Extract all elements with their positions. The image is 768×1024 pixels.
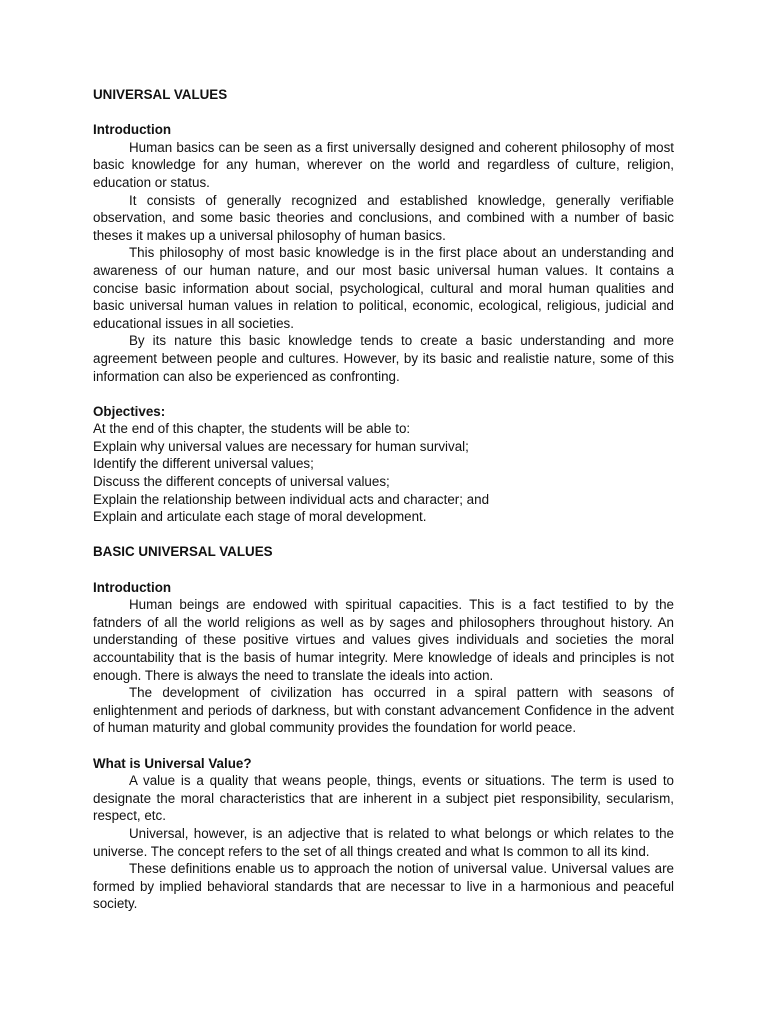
paragraph: Universal, however, is an adjective that is related to what belongs or which relates to the universe. The concept refers to the set of all things created and what Is common to all its kind.: [93, 825, 674, 859]
paragraph: It consists of generally recognized and established knowledge, generally verifiable observation, and some basic theories and conclusions, and combined with a number of basic theses it makes up a universal philosophy of human basics.: [93, 192, 674, 243]
section-heading-introduction: Introduction: [93, 579, 172, 595]
section-heading-objectives: Objectives:: [93, 403, 166, 419]
paragraph: This philosophy of most basic knowledge is in the first place about an understanding and awareness of our human nature, and our most basic universal human values. It contains a concise basic information about social, psychological, cultural and moral human qualities and basic universal human values in relation to political, economic, ecological, religious, judicial and educational issues in all societies.: [93, 245, 674, 331]
objective-line: At the end of this chapter, the students will be able to:: [93, 421, 411, 437]
section-heading-introduction: Introduction: [93, 122, 172, 138]
section-title-basic-universal-values: BASIC UNIVERSAL VALUES: [93, 544, 273, 560]
paragraph: These definitions enable us to approach the notion of universal value. Universal values are formed by implied behavioral standards that are necessar to live in a harmonious and peaceful society.: [93, 861, 674, 912]
objective-line: Explain why universal values are necessary for human survival;: [93, 438, 469, 454]
paragraph: Human beings are endowed with spiritual capacities. This is a fact testified to by the fatnders of all the world religions as well as by sages and philosophers throughout history. An understanding of these positive virtues and values gives individuals and societies the moral accountability that is the basis of humar integrity. Mere knowledge of ideals and principles is not enough. There is always the need to translate the ideals into action.: [93, 597, 674, 683]
section-heading-what-is-universal-value: What is Universal Value?: [93, 755, 252, 771]
document-title: UNIVERSAL VALUES: [93, 87, 228, 102]
paragraph: The development of civilization has occurred in a spiral pattern with seasons of enlightenment and periods of darkness, but with constant advancement Confidence in the advent of human maturity and global community provides the foundation for world peace.: [93, 685, 674, 736]
document-page: [93, 86, 674, 913]
paragraph: A value is a quality that weans people, things, events or situations. The term is used to designate the moral characteristics that are inherent in a subject piet responsibility, secularism, respect, etc.: [93, 773, 674, 824]
objective-line: Discuss the different concepts of universal values;: [93, 474, 390, 490]
objective-line: Identify the different universal values;: [93, 456, 314, 472]
objective-line: Explain and articulate each stage of moral development.: [93, 509, 427, 525]
paragraph: Human basics can be seen as a first universally designed and coherent philosophy of most basic knowledge for any human, wherever on the world and regardless of culture, religion, education or status.: [93, 139, 674, 190]
objective-line: Explain the relationship between individual acts and character; and: [93, 491, 490, 507]
paragraph: By its nature this basic knowledge tends to create a basic understanding and more agreement between people and cultures. However, by its basic and realistie nature, some of this information can also be experienced as confronting.: [93, 333, 674, 384]
